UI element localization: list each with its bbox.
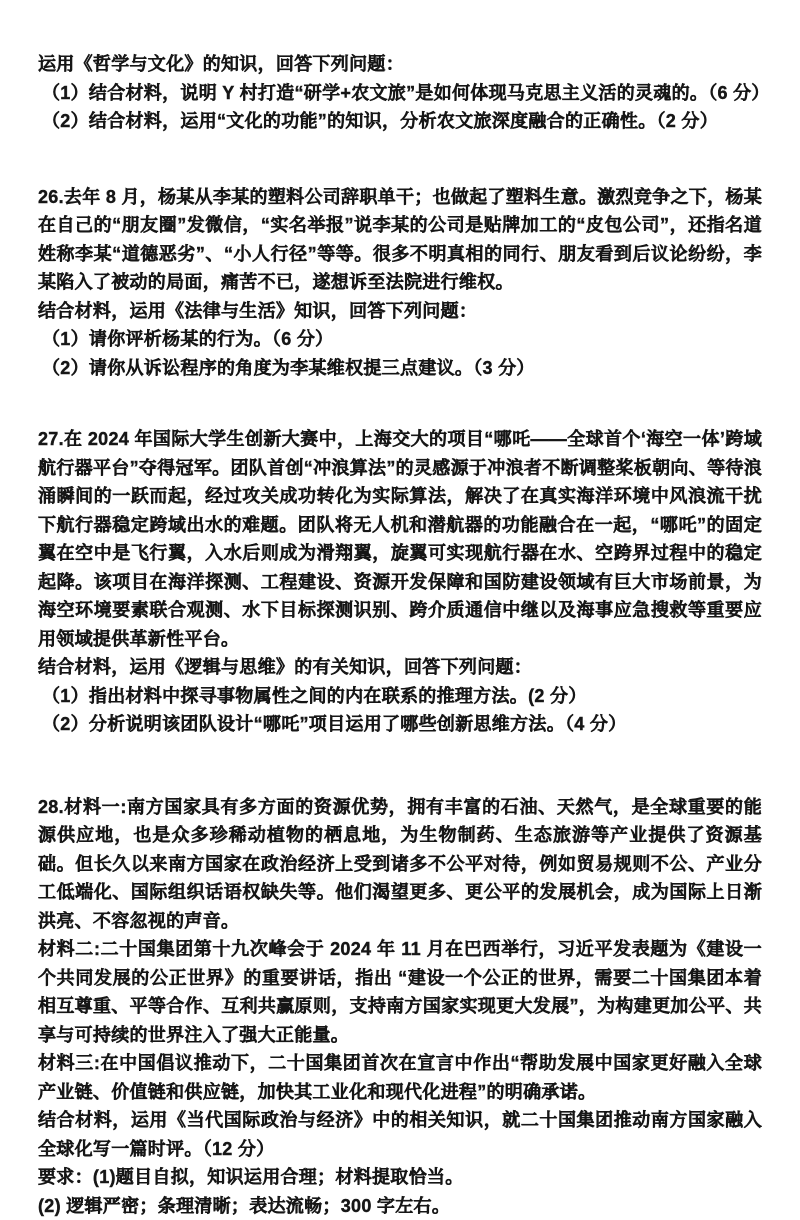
q25-subquestion-2: （2）结合材料，运用“文化的功能”的知识，分析农文旅深度融合的正确性。（2 分） (38, 107, 762, 136)
q26-task-line: 结合材料，运用《法律与生活》知识，回答下列问题： (38, 297, 762, 326)
q25-subquestion-1: （1）结合材料，说明 Y 村打造“研学+农文旅”是如何体现马克思主义活的灵魂的。（6 分） (38, 79, 762, 108)
q28-task-line: 结合材料，运用《当代国际政治与经济》中的相关知识，就二十国集团推动南方国家融入全球化写一篇时评。（12 分） (38, 1106, 762, 1163)
question-28-section (38, 793, 762, 1220)
q28-material-3-paragraph: 材料三:在中国倡议推动下，二十国集团首次在宣言中作出“帮助发展中国家更好融入全球产业链、价值链和供应链，加快其工业化和现代化进程”的明确承诺。 (38, 1049, 762, 1106)
q26-subquestion-2: （2）请你从诉讼程序的角度为李某维权提三点建议。（3 分） (38, 354, 762, 383)
q27-material-paragraph: 27.在 2024 年国际大学生创新大赛中，上海交大的项目“哪吒——全球首个‘海空一体’跨域航行器平台”夺得冠军。团队首创“冲浪算法”的灵感源于冲浪者不断调整桨板朝向、等待浪涌瞬间的一跃而起，经过攻关成功转化为实际算法，解决了在真实海洋环境中风浪流干扰下航行器稳定跨域出水的难题。团队将无人机和潜航器的功能融合在一起，“哪吒”的固定翼在空中是飞行翼，入水后则成为滑翔翼，旋翼可实现航行器在水、空跨界过程中的稳定起降。该项目在海洋探测、工程建设、资源开发保障和国防建设领域有巨大市场前景，为海空环境要素联合观测、水下目标探测识别、跨介质通信中继以及海事应急搜救等重要应用领域提供革新性平台。 (38, 425, 762, 653)
q28-requirement-2: (2) 逻辑严密；条理清晰；表达流畅；300 字左右。 (38, 1192, 762, 1220)
question-27-section (38, 425, 762, 739)
q27-subquestion-1: （1）指出材料中探寻事物属性之间的内在联系的推理方法。(2 分） (38, 682, 762, 711)
q28-material-2-paragraph: 材料二:二十国集团第十九次峰会于 2024 年 11 月在巴西举行，习近平发表题为《建设一个共同发展的公正世界》的重要讲话，指出 “建设一个公正的世界，需要二十国集团本着相互尊重、平等合作、互利共赢原则，支持南方国家实现更大发展”，为构建更加公平、共享与可持续的世界注入了强大正能量。 (38, 935, 762, 1049)
q26-subquestion-1: （1）请你评析杨某的行为。（6 分） (38, 325, 762, 354)
q28-requirement-1: 要求：(1)题目自拟，知识运用合理；材料提取恰当。 (38, 1163, 762, 1192)
question-25-section (38, 50, 762, 136)
q27-task-line: 结合材料，运用《逻辑与思维》的有关知识，回答下列问题： (38, 653, 762, 682)
q28-material-1-paragraph: 28.材料一:南方国家具有多方面的资源优势，拥有丰富的石油、天然气，是全球重要的能源供应地，也是众多珍稀动植物的栖息地，为生物制药、生态旅游等产业提供了资源基础。但长久以来南方国家在政治经济上受到诸多不公平对待，例如贸易规则不公、产业分工低端化、国际组织话语权缺失等。他们渴望更多、更公平的发展机会，成为国际上日渐洪亮、不容忽视的声音。 (38, 793, 762, 936)
q25-intro-line: 运用《哲学与文化》的知识，回答下列问题： (38, 50, 762, 79)
q27-subquestion-2: （2）分析说明该团队设计“哪吒”项目运用了哪些创新思维方法。（4 分） (38, 710, 762, 739)
question-26-section (38, 183, 762, 383)
q26-material-paragraph: 26.去年 8 月，杨某从李某的塑料公司辞职单干；也做起了塑料生意。激烈竞争之下，杨某在自己的“朋友圈”发微信，“实名举报”说李某的公司是贴牌加工的“皮包公司”，还指名道姓称李某“道德恶劣”、“小人行径”等等。很多不明真相的同行、朋友看到后议论纷纷，李某陷入了被动的局面，痛苦不已，遂想诉至法院进行维权。 (38, 183, 762, 297)
